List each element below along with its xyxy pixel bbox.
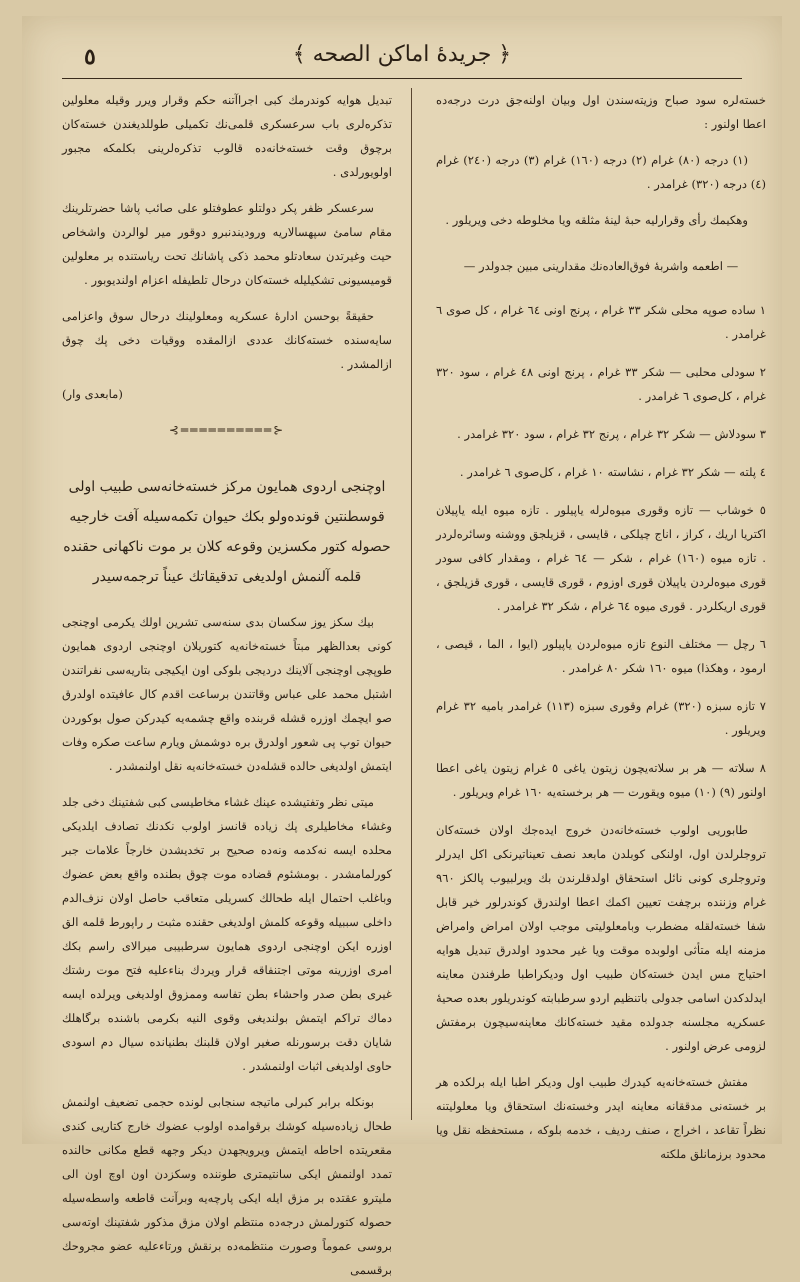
list-item: ٧ تازه سبزه (٣٢٠) غرام وقورى سبزه (١١٣) غرامدر باميه ٣٢ غرام ويريلور . — [436, 699, 766, 737]
note-paragraph: وهكيمك رأى وقرارليه حبهٔ لينهٔ مثلقه ويا مخلوطه دخى ويريلور . — [445, 213, 748, 227]
right-column — [436, 88, 767, 1161]
table-title: — اطعمه واشربهٔ فوق‌العاده‌نك مقدارينى مبين جدولدر — — [463, 259, 739, 273]
column-divider — [411, 88, 412, 1120]
list-item: ٦ رچل — مختلف النوع تازه ميوه‌لردن ياپيلور (ايوا ، الما ، قيصى ، ارمود ، وهكذا) ميوه ١٦٠ شكر ٨٠ غرامدر . — [436, 637, 766, 675]
intro-paragraph: خسته‌لره سود صباح وزيته‌سندن اول وبيان اولنه‌جق درت درجه‌ده اعطا اولنور : — [436, 93, 766, 131]
list-item: ٣ سودلاش — شكر ٣٢ غرام ، پرنج ٣٢ غرام ، سود ٣٢٠ غرامدر . — [457, 427, 766, 441]
body-paragraph: طابوريى اولوب خسته‌خانه‌دن خروج ايده‌جك اولان خسته‌كان تروجلرلدن اول، اولنكى كوبلدن مابعد نصف تعيناتيرنكى اكل ايدرلر وتروجلرى كونى نائل استحقاق اولدقلرندن بك ويرلبيوب پالكز ٩٦٠ غرام وزننده برچفت تعيين اكمك اعطا اولندرق كوندرلور خير قابل شفا خسته‌لقله مضطرب وبامعلوليتى موجب اولان امراض وامراض مزمنه ايله متأثى اولوبده موقت ويا غير محدود اولدرق تبديل هوايه احتياج مس ايدن خسته‌كان طبيب اول وديكراطبا طرفندن معاينه ايدلدكدن اسامى جدولى باتنظيم اردو سرطبابته كوندريلور بعده صحيهٔ عسكريه مجلسنه جدولده مقيد خسته‌كانك معاينه‌سيچون برمفتش لزومى عرض اولنور . — [436, 823, 766, 1053]
newspaper-page — [22, 16, 782, 1277]
body-paragraph: سرعسكر ظفر پكر دولتلو عطوفتلو على صائب پاشا حضرتلرينك مقام سامئ سپهسالاريه وروديندنبرو دوقور مير لوالردن واشخاص حيت وغيرتدن سعادتلو محمد ذكى پاشانك تحت رياستنده بر معلولين قوميسيونى تشكيليله خسته‌كان درحال تلطيفله اعزام اولنديوبور . — [62, 201, 392, 287]
list-item: ١ ساده صوپه محلى شكر ٣٣ غرام ، پرنج اونى ٦٤ غرام ، كل صوى ٦ غرامدر . — [436, 303, 766, 341]
body-paragraph: تبديل هوايه كوندرمك كبى اجراآتنه حكم وقرار ويرر وقيله معلولين تذكره‌لرى باب سرعسكرى قلمى‌نك تكميلى طوللديغندن خسته‌كان برچوق وقت خسته‌خانه‌ده قالوب تذكره‌لرينى بكلمكه مجبور اولويورلدى . — [62, 93, 392, 179]
header-rule — [62, 78, 742, 79]
body-paragraph: ميتى نظر وتفتيشده عينك غشاء مخاطيسى كبى شفتينك دخى جلد وغشاء مخاطيلرى پك زياده قانسز اولوب نكدنك تصادف ايلديكى محلده ايسه نه‌كدمه ونه‌ده صحيح بر تخديشدن خارجاً علامات جبر كورلمامشدر . بومشئوم قضاده موت چوق بطنده واقع بعض عضوك وباغلب احتمال ايله طحالك كسريلى متعاقب حاصل اولان نزف‌الدم داخلى سببيله وقوعه كلمش اولديغى حقنده مثبت ر راپورط قلمه الق اوزره ايكن اوچنجى اردوى همايون سرطبيبى ميرالاى راسم بكك امرى اوزرينه موتى اجتنفاقه قرار ويردك بناءعليه فتح موت رشتك غيرى بطن صدر واحشاء بطن تفاسه وممزوق اولديغى ويرلده ايسه دماك تراكم ايتمش بولنديغى وقوى النيه بكرمى باشنده برگاهلك شايان دقت برسورنله صغير اولان قلبنك بطنيانده سيال دم اسودى حاوى اولديغى اثبات اولنمشدر . — [61, 795, 392, 1073]
list-item: ٢ سودلى محلبى — شكر ٣٣ غرام ، پرنج اونى ٤٨ غرام ، سود ٣٢٠ غرام ، كل‌صوى ٦ غرامدر . — [436, 365, 767, 403]
body-paragraph: بيك سكز يوز سكسان بدى سنه‌سى تشرين اولك يكرمى اوچنجى كونى بعدالظهر مبتاً خسته‌خانه‌يه كتوريلان اوچنجى اردوى همايون طوپچى اوچنجى آلاينك درديجى بلوكى اون ايكيجى بتاريه‌سى نفراتندن اشتبل محمد على عباس وقاتندن برساعت اقدم كال عافيتده اولدرق صو ايچمك اوزره قشله قربنده واقع چشمه‌يه كيدركن صول بوكوردن حيوان توپ پى شعور اولدرق بره دوشمش ويارم ساعت صكره وفات ايتمش اولديغى حالده قشله‌دن خسته‌خانه‌يه نقل اولنمشدر . — [62, 615, 392, 773]
ornament-divider: ⊰══════════⊱ — [168, 423, 286, 437]
list-item: ٤ پلته — شكر ٣٢ غرام ، نشاسته ١٠ غرام ، كل‌صوى ٦ غرامدر . — [459, 465, 766, 479]
body-paragraph: حقيقةً بوحسن ادارهٔ عسكريه ومعلولينك درحال سوق واعزامى سايه‌سنده خسته‌كانك عددى ازالمقده ووقيات دخى پك چوق ازالمشدر . — [62, 309, 392, 371]
journal-title: ﴿ جريدهٔ اماكن الصحه ﴾ — [292, 42, 512, 67]
article-title: اوچنجى اردوى همايون مركز خسته‌خانه‌سى طبيب اولى قوسطنتين قونده‌ولو بكك حيوان تكمه‌سيله آفت خارجيه حصوله كتور مكسزين وقوعه كلان بر موت ناكهانى حقنده قلمه آلنمش اولديغى تدقيقاتك عيناً ترجمه‌سيدر — [63, 479, 391, 585]
grades-paragraph: (١) درجه (٨٠) غرام (٢) درجه (١٦٠) غرام (٣) درجه (٢٤٠) غرام (٤) درجه (٣٢٠) غرامدر . — [436, 153, 766, 191]
body-paragraph: بونكله برابر كبرلى ماتيجه سنجابى لونده حجمى تضعيف اولنمش طحال زياده‌سيله كوشك برقوامده اولوب عضوك خارج كتاريى كندى مقعريتده احاطه ايتمش ويرويجهدن ديكر وجهه قطع مكانى حالنده تمدد اولنمش ايكى سانتيمترى طوننده وسكزدن اون اوچ اون الى مليترو عقتده بر مزق ايله ايكى پارچه‌يه وبرآنت قاطعه واسطه‌سيله حصوله كتورلمش درجه‌ده منتظم اولان مزق مذكور شفتينك اوته‌سى بروسى عموماً وصورت منتظمه‌ده برنقش ورتاءعليه عضو مجروحك برقسمى — [62, 1095, 392, 1277]
body-paragraph: مفتش خسته‌خانه‌يه كيدرك طبيب اول وديكر اطبا ايله برلكده هر بر خسته‌نى مدققانه معاينه ايدر وخسته‌نك استحقاق ويا معلوليتنه نظراً تقاعد ، اخراج ، صنف رديف ، خدمه بلوكه ، مستحفظه نقل ويا محدود برزمانلق ملكته — [436, 1075, 766, 1161]
left-column — [61, 88, 392, 1277]
page-header — [22, 34, 782, 78]
list-item: ٨ سلاته — هر بر سلاته‌يچون زيتون ياغى ٥ غرام زيتون ياغى اعطا اولنور (٩) (١٠) ميوه ويقورت — هر برخسته‌يه ١٦٠ غرام ويريلور . — [436, 761, 766, 799]
list-item: ٥ خوشاب — تازه وقورى ميوه‌لرله ياپيلور . تازه ميوه ايله ياپيلان اكتريا اريك ، كراز ، اناج چيلكى ، قايسى ، قزيلجق ووشنه وسائره‌لردر . تازه ميوه (١٦٠) غرام ، شكر — ٦٤ غرام ، ومقدار كافى سودر قورى ميوه‌لردن ياپيلان قورى اوزوم ، قورى قايسى ، قورى قزيلجق ، قورى اريكلردر . قورى ميوه ٦٤ غرام ، شكر ٣٢ غرامدر . — [436, 503, 766, 613]
page-number: ٥ — [84, 44, 96, 70]
continued-note: (مابعدى وار) — [62, 387, 123, 401]
